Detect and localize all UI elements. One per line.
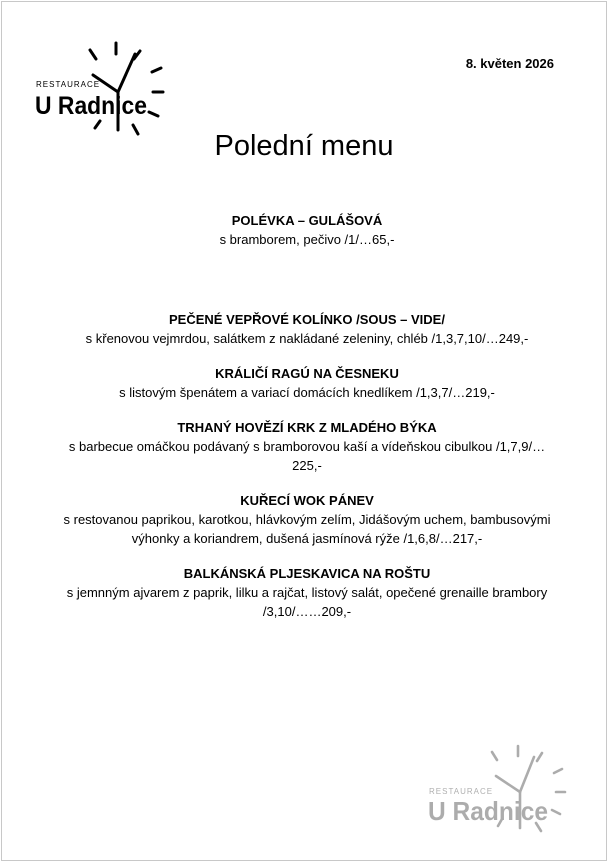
dish-item <box>22 492 592 548</box>
dish-name: KUŘECÍ WOK PÁNEV <box>240 493 374 508</box>
dish-description: s bramborem, pečivo /1/…65,- <box>219 232 395 247</box>
logo-name-text: U Radnice <box>35 92 148 120</box>
restaurant-logo <box>32 38 172 142</box>
watermark-logo <box>426 742 574 838</box>
watermark-name-text: U Radnice <box>428 796 548 826</box>
watermark-restaurace-text: RESTAURACE <box>429 787 494 796</box>
dish-item <box>22 365 592 402</box>
dish-name: BALKÁNSKÁ PLJESKAVICA NA ROŠTU <box>183 566 431 581</box>
dish-name: POLÉVKA – GULÁŠOVÁ <box>231 213 383 228</box>
dish-name: KRÁLIČÍ RAGÚ NA ČESNEKU <box>215 366 399 381</box>
dish-item <box>22 311 592 348</box>
dish-description: s barbecue omáčkou podávaný s bramborovou kaší a vídeňskou cibulkou /1,7,9/…225,- <box>68 439 546 473</box>
dish-item <box>22 565 592 621</box>
dish-description: s restovanou paprikou, karotkou, hlávkovým zelím, Jidášovým uchem, bambusovými výhonky a koriandrem, dušená jasmínová rýže /1,6,8/…217,- <box>63 512 551 546</box>
clock-icon <box>426 742 574 838</box>
dish-name: TRHANÝ HOVĚZÍ KRK Z MLADÉHO BÝKA <box>177 420 437 435</box>
dish-description: s listovým špenátem a variací domácích knedlíkem /1,3,7/…219,- <box>119 385 495 400</box>
menu-date: 8. květen 2026 <box>465 56 554 71</box>
logo-restaurace-text: RESTAURACE <box>36 80 101 89</box>
page-title: Polední menu <box>214 130 394 162</box>
dish-item <box>22 212 592 249</box>
dish-item <box>22 419 592 475</box>
dish-list <box>22 212 592 621</box>
dish-description: s jemnným ajvarem z paprik, lilku a rajčat, listový salát, opečené grenaille brambory /3,10/……209,- <box>66 585 548 619</box>
clock-icon <box>32 38 172 142</box>
dish-description: s křenovou vejmrdou, salátkem z nakládané zeleniny, chléb /1,3,7,10/…249,- <box>85 331 529 346</box>
dish-name: PEČENÉ VEPŘOVÉ KOLÍNKO /SOUS – VIDE/ <box>169 312 445 327</box>
menu-page <box>1 1 607 861</box>
